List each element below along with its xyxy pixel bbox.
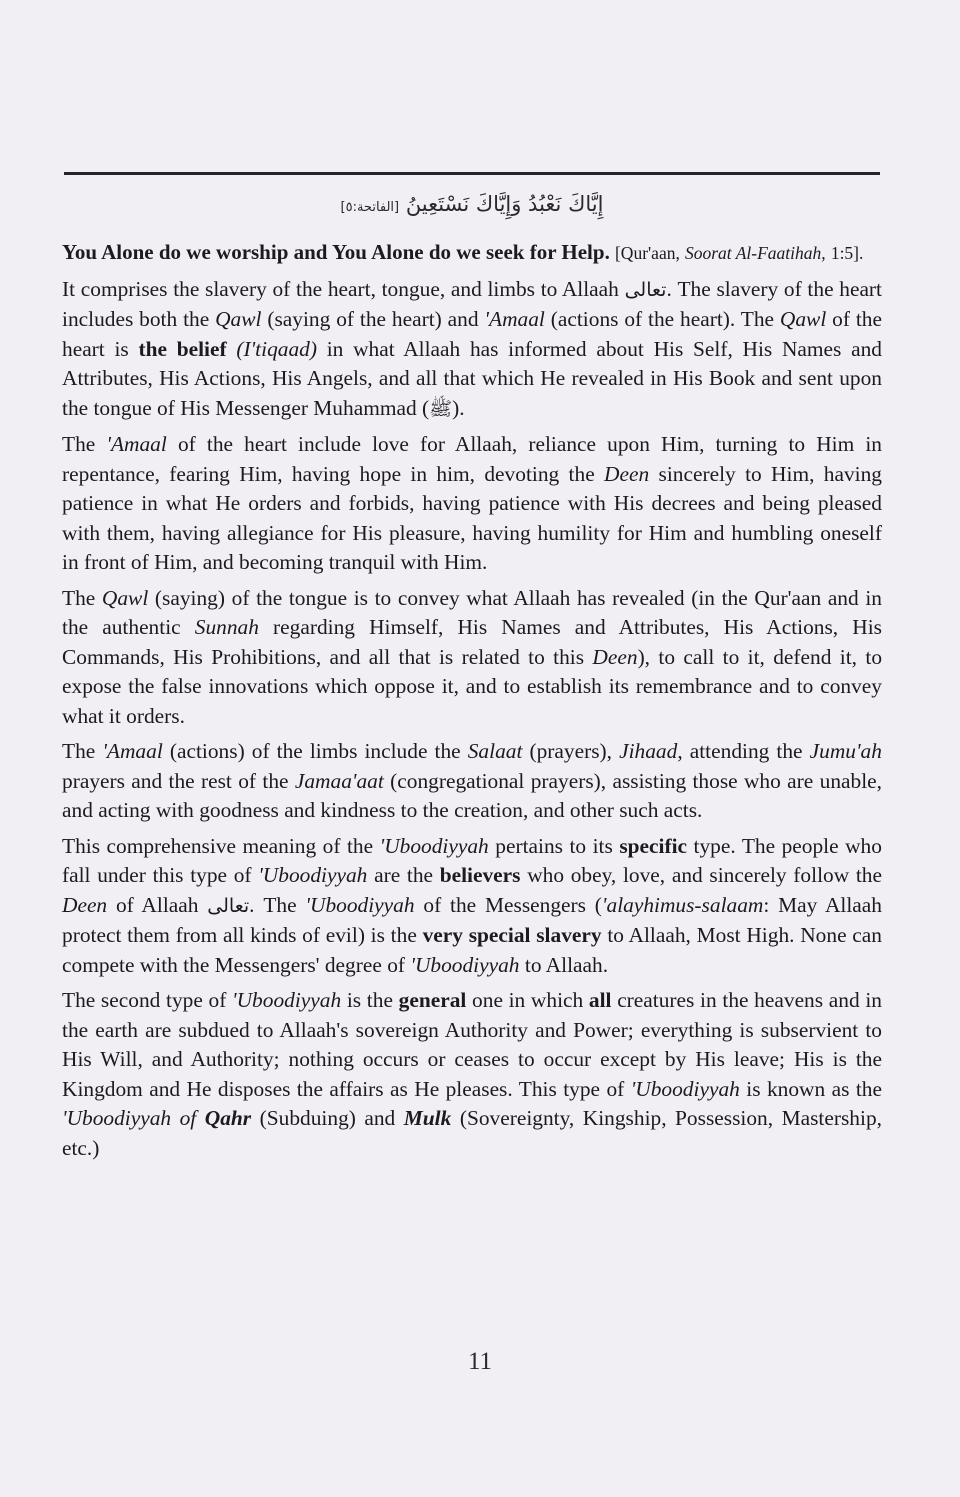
text-run: 'alayhimus-salaam — [601, 892, 764, 917]
text-run: Mulk — [403, 1106, 452, 1130]
text-run: (saying of the heart) and — [267, 307, 479, 331]
text-run: (saying) of the tongue is to convey what Allaah has revealed (in the Qur'aan and in the authentic — [62, 585, 882, 639]
paragraph-4 — [62, 737, 882, 826]
text-run: regarding Himself, His Names and Attributes, His Actions, His Commands, His Prohibitions, and all that is related to this — [62, 615, 882, 669]
page-number: 11 — [467, 1348, 493, 1375]
text-run: creatures in the heavens and in the earth are subdued to Allaah's sovereign Authority and Power; everything is subservient to His Will, and Authority; nothing occurs or ceases to occur except by His leave; His is the Kingdom and He disposes the affairs as He pleases. This type of — [62, 988, 882, 1101]
text-run: prayers and the rest of the — [62, 768, 289, 793]
text-run: (I'tiqaad) — [236, 336, 317, 361]
page-body — [62, 238, 882, 1169]
translation-cite-prefix: [Qur'aan, — [614, 243, 680, 263]
text-run: of the heart include love for Allaah, reliance upon Him, turning to Him in repentance, fearing Him, having hope in him, devoting the — [62, 432, 882, 486]
text-run: 'Uboodiyyah — [630, 1076, 740, 1101]
taalaa-glyph-2: تعالى — [207, 894, 250, 917]
paragraph-5 — [62, 832, 882, 981]
text-run: (Sovereignty, Kingship, Possession, Mastership, etc.) — [62, 1106, 882, 1160]
text-run: of the Messengers ( — [423, 892, 602, 917]
text-run: 'Uboodiyyah — [232, 988, 342, 1012]
text-run: Sunnah — [194, 615, 259, 639]
text-run: Jihaad — [619, 739, 678, 763]
text-run: pertains to its — [495, 833, 613, 858]
text-run: general — [398, 988, 467, 1012]
text-run: of Allaah — [115, 892, 199, 917]
text-run: 'Uboodiyyah — [379, 833, 489, 858]
taalaa-glyph: تعالى — [624, 278, 667, 301]
text-run: of the heart is — [62, 307, 882, 361]
arabic-verse — [64, 192, 880, 216]
text-run: to Allaah, Most High. None can compete with the Messengers' degree of — [62, 923, 882, 977]
text-run: believers — [439, 863, 521, 887]
emphasis — [404, 1106, 452, 1130]
paragraph-1 — [62, 275, 882, 425]
text-run: Jamaa'aat — [294, 768, 384, 793]
text-run: Qawl — [779, 307, 827, 331]
text-run: 'Amaal — [484, 307, 545, 331]
text-run: Qawl — [215, 307, 262, 331]
text-run: This comprehensive meaning of the — [62, 833, 374, 858]
paragraph-6 — [62, 986, 882, 1163]
text-run: Deen — [592, 644, 638, 669]
paragraph-2 — [62, 430, 882, 578]
text-run: is known as the — [746, 1076, 882, 1101]
verse-arabic-text: إِيَّاكَ نَعْبُدُ وَإِيَّاكَ نَسْتَعِينُ — [405, 192, 604, 216]
salla-glyph: ﷺ — [429, 397, 453, 420]
text-run: 'Uboodiyyah — [305, 892, 415, 917]
text-run: Qahr — [204, 1106, 252, 1130]
text-run: Jumu'ah — [809, 739, 882, 763]
translation-cite-source: Soorat Al-Faatihah, — [685, 243, 826, 263]
text-run: in what Allaah has informed about His Self, His Names and Attributes, His Actions, His Angels, and all that which He revealed in His Book and sent upon the tongue of His Messenger Muhammad ( — [62, 336, 882, 420]
emphasis — [205, 1106, 251, 1130]
text-run: ), to call to it, defend it, to expose the false innovations which oppose it, and to establish its remembrance and to convey what it orders. — [62, 644, 883, 728]
text-run: . The — [249, 892, 297, 917]
text-run: is the — [346, 988, 393, 1012]
text-run: very special slavery — [422, 923, 602, 947]
text-run: The — [62, 739, 96, 763]
text-run: sincerely to Him, having patience in what He orders and forbids, having patience with His decrees and being pleased with them, having allegiance for His pleasure, having humility for Him and humbling oneself in front of Him, and becoming tranquil with Him. — [62, 461, 882, 574]
text-run: specific — [619, 833, 688, 858]
header-rule — [64, 172, 880, 175]
text-run: who obey, love, and sincerely follow the — [527, 863, 882, 887]
verse-reference: [الفاتحة:٥] — [340, 200, 400, 215]
text-run: are the — [374, 863, 434, 887]
text-run: 'Uboodiyyah — [410, 952, 520, 977]
text-run: to Allaah. — [524, 952, 609, 977]
text-run: Qawl — [101, 585, 149, 610]
translation-cite-suffix: 1:5]. — [830, 243, 864, 263]
text-run: (congregational prayers), assisting those who are unable, and acting with goodness and kindness to the creation, and other such acts. — [62, 768, 882, 822]
text-run: Deen — [604, 461, 650, 486]
text-run: Salaat — [467, 739, 523, 763]
text-run: : May Allaah protect them from all kinds of evil) is the — [62, 892, 882, 947]
text-run: 'Uboodiyyah — [258, 863, 368, 887]
text-run: It comprises the slavery of the heart, tongue, and limbs to Allaah — [62, 276, 619, 301]
text-run: , attending the — [677, 739, 803, 763]
text-run: Deen — [62, 892, 108, 917]
paragraph-3 — [62, 584, 882, 732]
text-run: The second type of — [62, 988, 227, 1012]
verse-translation — [62, 238, 882, 269]
text-run: one in which — [472, 988, 584, 1012]
text-run: (actions of the heart). The — [550, 307, 775, 331]
text-run: type. The people who fall under this type of — [62, 833, 882, 887]
text-run: all — [588, 988, 612, 1012]
translation-text: You Alone do we worship and You Alone do we seek for Help. — [62, 240, 610, 264]
text-run: (actions) of the limbs include the — [169, 739, 461, 763]
text-run: (prayers), — [529, 739, 613, 763]
text-run: . The slavery of the heart includes both the — [62, 276, 883, 331]
text-run: 'Uboodiyyah of — [62, 1106, 197, 1130]
text-run: ). — [452, 395, 465, 420]
text-run: The — [62, 432, 96, 456]
text-run: 'Amaal — [106, 432, 167, 456]
text-run: The — [62, 585, 96, 610]
text-run: 'Amaal — [102, 739, 163, 763]
text-run: (Subduing) and — [259, 1106, 396, 1130]
text-run: the belief — [138, 336, 227, 361]
